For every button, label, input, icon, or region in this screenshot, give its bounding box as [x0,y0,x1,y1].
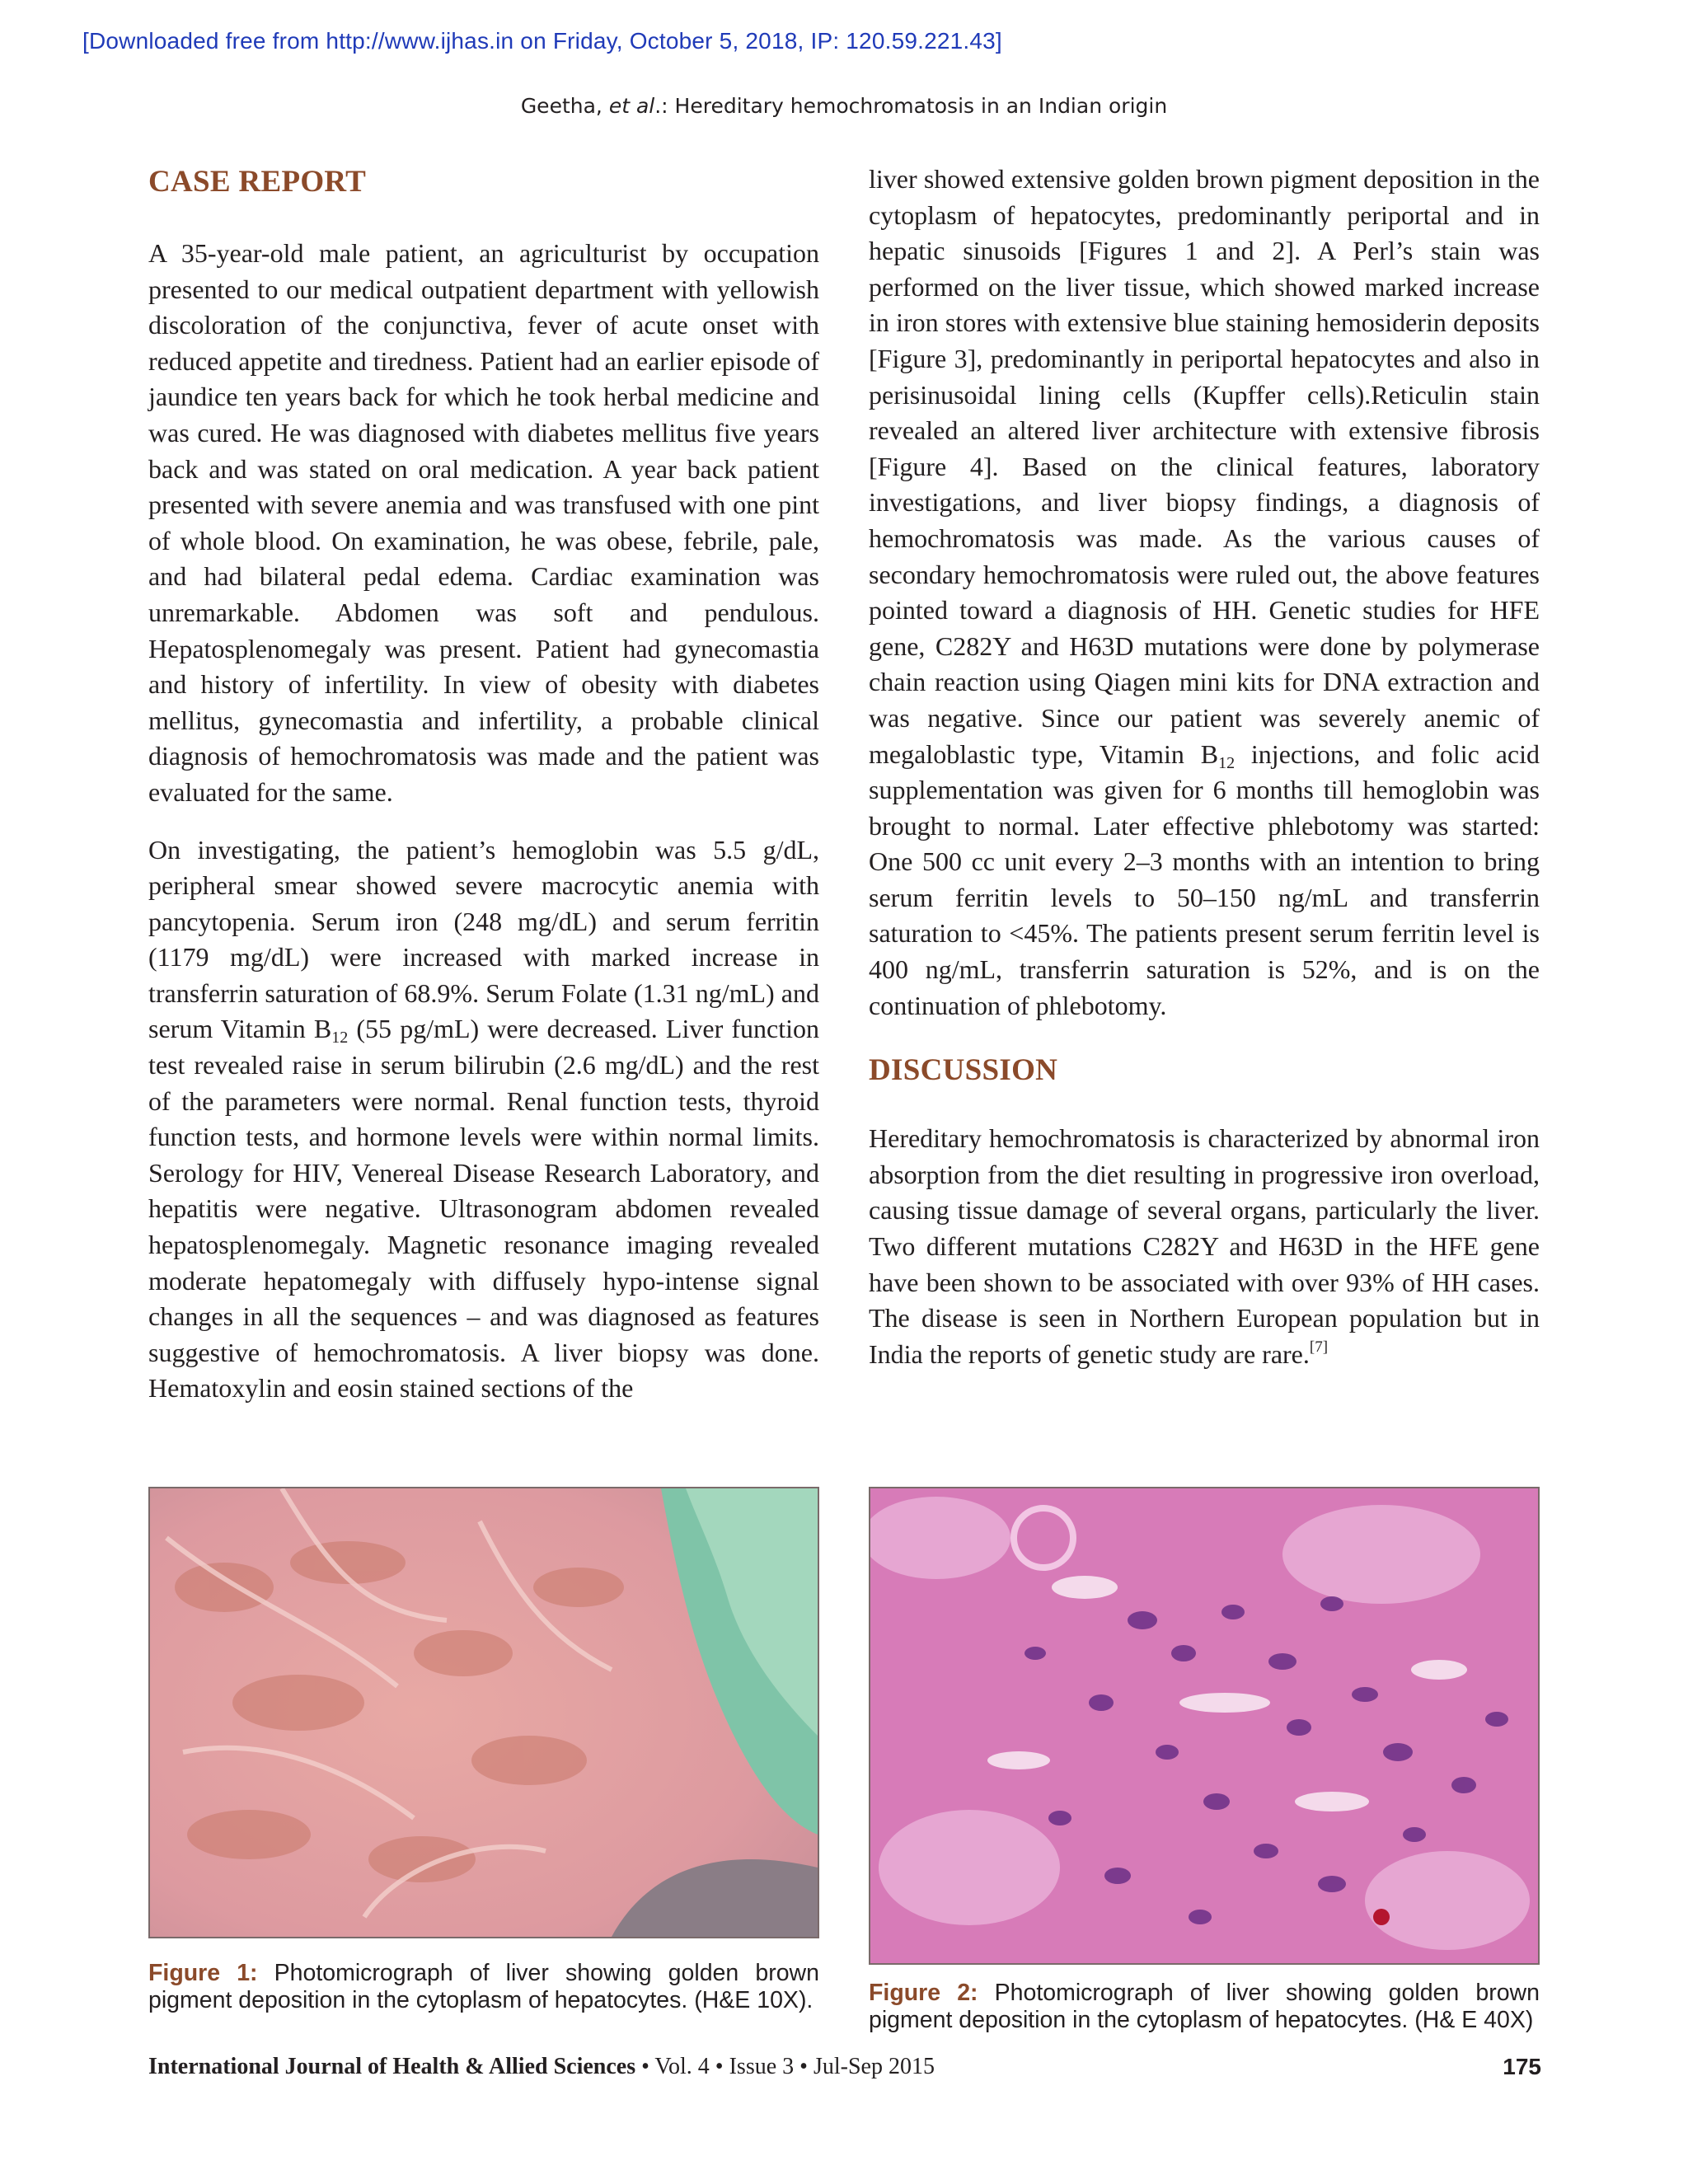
figure-2-caption: Figure 2: Photomicrograph of liver showing golden brown pigment deposition in the cytoplasm of hepatocytes. (H& E 40X) [869,1980,1540,2033]
figure-1 [148,1487,819,2014]
case-report-paragraph-2: On investigating, the patient’s hemoglobin was 5.5 g/dL, peripheral smear showed severe macrocytic anemia with pancytopenia. Serum iron (248 mg/dL) and serum ferritin (1179 mg/dL) were increased with marked increase in transferrin saturation of 68.9%. Serum Folate (1.31 ng/mL) and serum Vitamin $B_{12}$ (55 pg/mL) were decreased. Liver function test revealed raise in serum bilirubin (2.6 mg/dL) and the rest of the parameters were normal. Renal function tests, thyroid function tests, and hormone levels were within normal limits. Serology for HIV, Venereal Disease Research Laboratory, and hepatitis were negative. Ultrasonogram abdomen revealed hepatosplenomegaly. Magnetic resonance imaging revealed moderate hepatomegaly with diffusely hypo-intense signal changes in all the sequences – and was diagnosed as features suggestive of hemochromatosis. A liver biopsy was done. Hematoxylin and eosin stained sections of the [148,834,820,1404]
liver-micrograph-40x [870,1488,1538,1963]
page-number: 175 [1503,2054,1541,2079]
reference-link[interactable]: [7] [1309,1338,1329,1356]
case-report-paragraph-3: liver showed extensive golden brown pigment deposition in the cytoplasm of hepatocytes, predominantly periportal and in hepatic sinusoids [Figures 1 and 2]. A Perl’s stain was performed on the liver tissue, which showed marked increase in iron stores with extensive blue staining hemosiderin deposits [Figure 3], predominantly in periportal hepatocytes and also in perisinusoidal lining cells (Kupffer cells).Reticulin stain revealed an altered liver architecture with extensive fibrosis [Figure 4]. Based on the clinical features, laboratory investigations, and liver biopsy findings, a diagnosis of hemochromatosis was made. As the various causes of secondary hemochromatosis were ruled out, the above features pointed toward a diagnosis of HH. Genetic studies for HFE gene, C282Y and H63D mutations were done by polymerase chain reaction using Qiagen mini kits for DNA extraction and was negative. Since our patient was severely anemic of megaloblastic type, Vitamin $B_{12}$ injections, and folic acid supplementation was given for 6 months till hemoglobin was brought to normal. Later effective phlebotomy was started: One 500 cc unit every 2–3 months with an intention to bring serum ferritin levels to 50–150 ng/mL and transferrin saturation to <45%. The patients present serum ferritin level is 400 ng/mL, transferrin saturation is 52%, and is on the continuation of phlebotomy. [869,164,1540,1020]
running-head-title: .: Hereditary hemochromatosis in an Indian origin [654,94,1168,118]
figure-1-label: Figure 1: [148,1960,258,1986]
right-column [869,162,1540,1372]
subscript-12: 12 [331,1029,349,1047]
figure-2-image [869,1487,1540,1965]
running-head-author: Geetha, [520,94,603,118]
discussion-paragraph-1: Hereditary hemochromatosis is characterized by abnormal iron absorption from the diet resulting in progressive iron overload, causing tissue damage of several organs, particularly the liver. Two different mutations C282Y and H63D in the HFE gene have been shown to be associated with over 93% of HH cases. The disease is seen in Northern European population but in India the reports of genetic study are rare.[7] [869,1123,1540,1369]
journal-name: International Journal of Health & Allied Sciences [148,2054,636,2079]
subscript-12: 12 [1218,753,1236,772]
discussion-heading: DISCUSSION [869,1053,1058,1088]
running-head [0,94,1688,118]
figure-1-caption: Figure 1: Photomicrograph of liver showing golden brown pigment deposition in the cytoplasm of hepatocytes. (H&E 10X). [148,1960,819,2013]
case-report-paragraph-1: A 35-year-old male patient, an agriculturist by occupation presented to our medical outpatient department with yellowish discoloration of the conjunctiva, fever of acute onset with reduced appetite and tiredness. Patient had an earlier episode of jaundice ten years back for which he took herbal medicine and was cured. He was diagnosed with diabetes mellitus five years back and was stated on oral medication. A year back patient presented with severe anemia and was transfused with one pint of whole blood. On examination, he was obese, febrile, pale, and had bilateral pedal edema. Cardiac examination was unremarkable. Abdomen was soft and pendulous. Hepatosplenomegaly was present. Patient had gynecomastia and history of infertility. In view of obesity with diabetes mellitus, gynecomastia and infertility, a probable clinical diagnosis of hemochromatosis was made and the patient was evaluated for the same. [148,238,819,807]
figure-1-image [148,1487,819,1938]
case-report-heading: CASE REPORT [148,165,367,199]
left-column [148,162,819,1407]
figure-2-label: Figure 2: [869,1980,978,2006]
issue-info: • Vol. 4 • Issue 3 • Jul-Sep 2015 [635,2054,935,2079]
liver-micrograph-10x [150,1488,818,1937]
download-note: [Downloaded free from http://www.ijhas.in on Friday, October 5, 2018, IP: 120.59.221.43] [82,28,1002,54]
page-footer [148,2054,1541,2080]
figure-2 [869,1487,1540,2034]
running-head-etal: et al [608,94,655,118]
